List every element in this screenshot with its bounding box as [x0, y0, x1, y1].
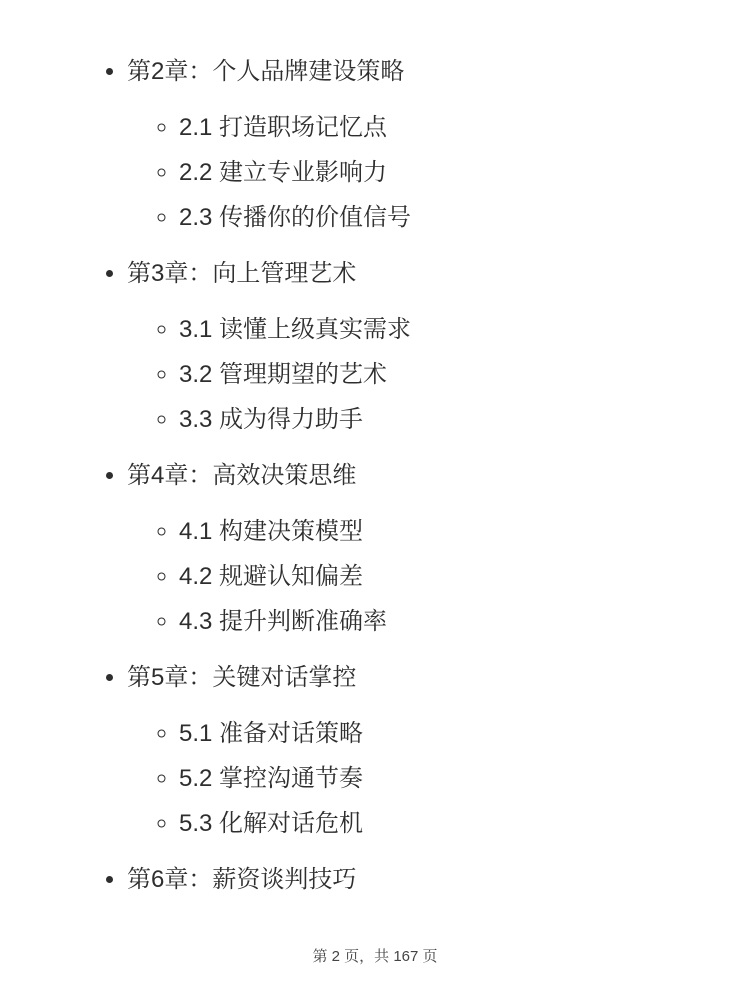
- toc-chapter-label: 第2章：个人品牌建设策略: [127, 58, 405, 85]
- toc-section-item: [179, 761, 710, 797]
- toc-section-item: [179, 514, 710, 550]
- toc-chapter-item: [127, 458, 710, 640]
- toc-section-label: 3.3 成为得力助手: [179, 406, 364, 433]
- toc-section-list: [127, 312, 710, 438]
- toc-section-item: [179, 402, 710, 438]
- toc-section-label: 5.3 化解对话危机: [179, 810, 364, 837]
- toc-section-item: [179, 312, 710, 348]
- toc-section-label: 4.1 构建决策模型: [179, 518, 364, 545]
- toc-section-label: 4.2 规避认知偏差: [179, 563, 364, 590]
- toc-chapter-label: 第4章：高效决策思维: [127, 462, 357, 489]
- toc-section-list: [127, 110, 710, 236]
- toc-section-label: 2.3 传播你的价值信号: [179, 204, 412, 231]
- toc-section-label: 3.2 管理期望的艺术: [179, 361, 388, 388]
- page-indicator: 第 2 页，共 167 页: [312, 948, 438, 965]
- page-footer: [0, 947, 750, 967]
- toc-chapter-label: 第5章：关键对话掌控: [127, 664, 357, 691]
- toc-section-label: 2.2 建立专业影响力: [179, 159, 388, 186]
- toc-chapter-item: [127, 660, 710, 842]
- toc-section-item: [179, 110, 710, 146]
- toc-section-item: [179, 716, 710, 752]
- toc-chapter-label: 第3章：向上管理艺术: [127, 260, 357, 287]
- toc-section-item: [179, 806, 710, 842]
- toc-section-label: 3.1 读懂上级真实需求: [179, 316, 412, 343]
- toc-section-label: 2.1 打造职场记忆点: [179, 114, 388, 141]
- toc-section-list: [127, 716, 710, 842]
- toc-section-label: 4.3 提升判断准确率: [179, 608, 388, 635]
- toc-chapter-item: [127, 54, 710, 236]
- toc-section-item: [179, 155, 710, 191]
- toc-section-item: [179, 604, 710, 640]
- toc-section-label: 5.2 掌控沟通节奏: [179, 765, 364, 792]
- toc-chapter-item: [127, 862, 710, 898]
- toc-chapter-label: 第6章：薪资谈判技巧: [127, 866, 357, 893]
- toc-section-item: [179, 200, 710, 236]
- toc-section-item: [179, 357, 710, 393]
- toc-section-list: [127, 514, 710, 640]
- toc-list: [79, 54, 710, 898]
- toc-chapter-item: [127, 256, 710, 438]
- toc-section-label: 5.1 准备对话策略: [179, 720, 364, 747]
- toc-section-item: [179, 559, 710, 595]
